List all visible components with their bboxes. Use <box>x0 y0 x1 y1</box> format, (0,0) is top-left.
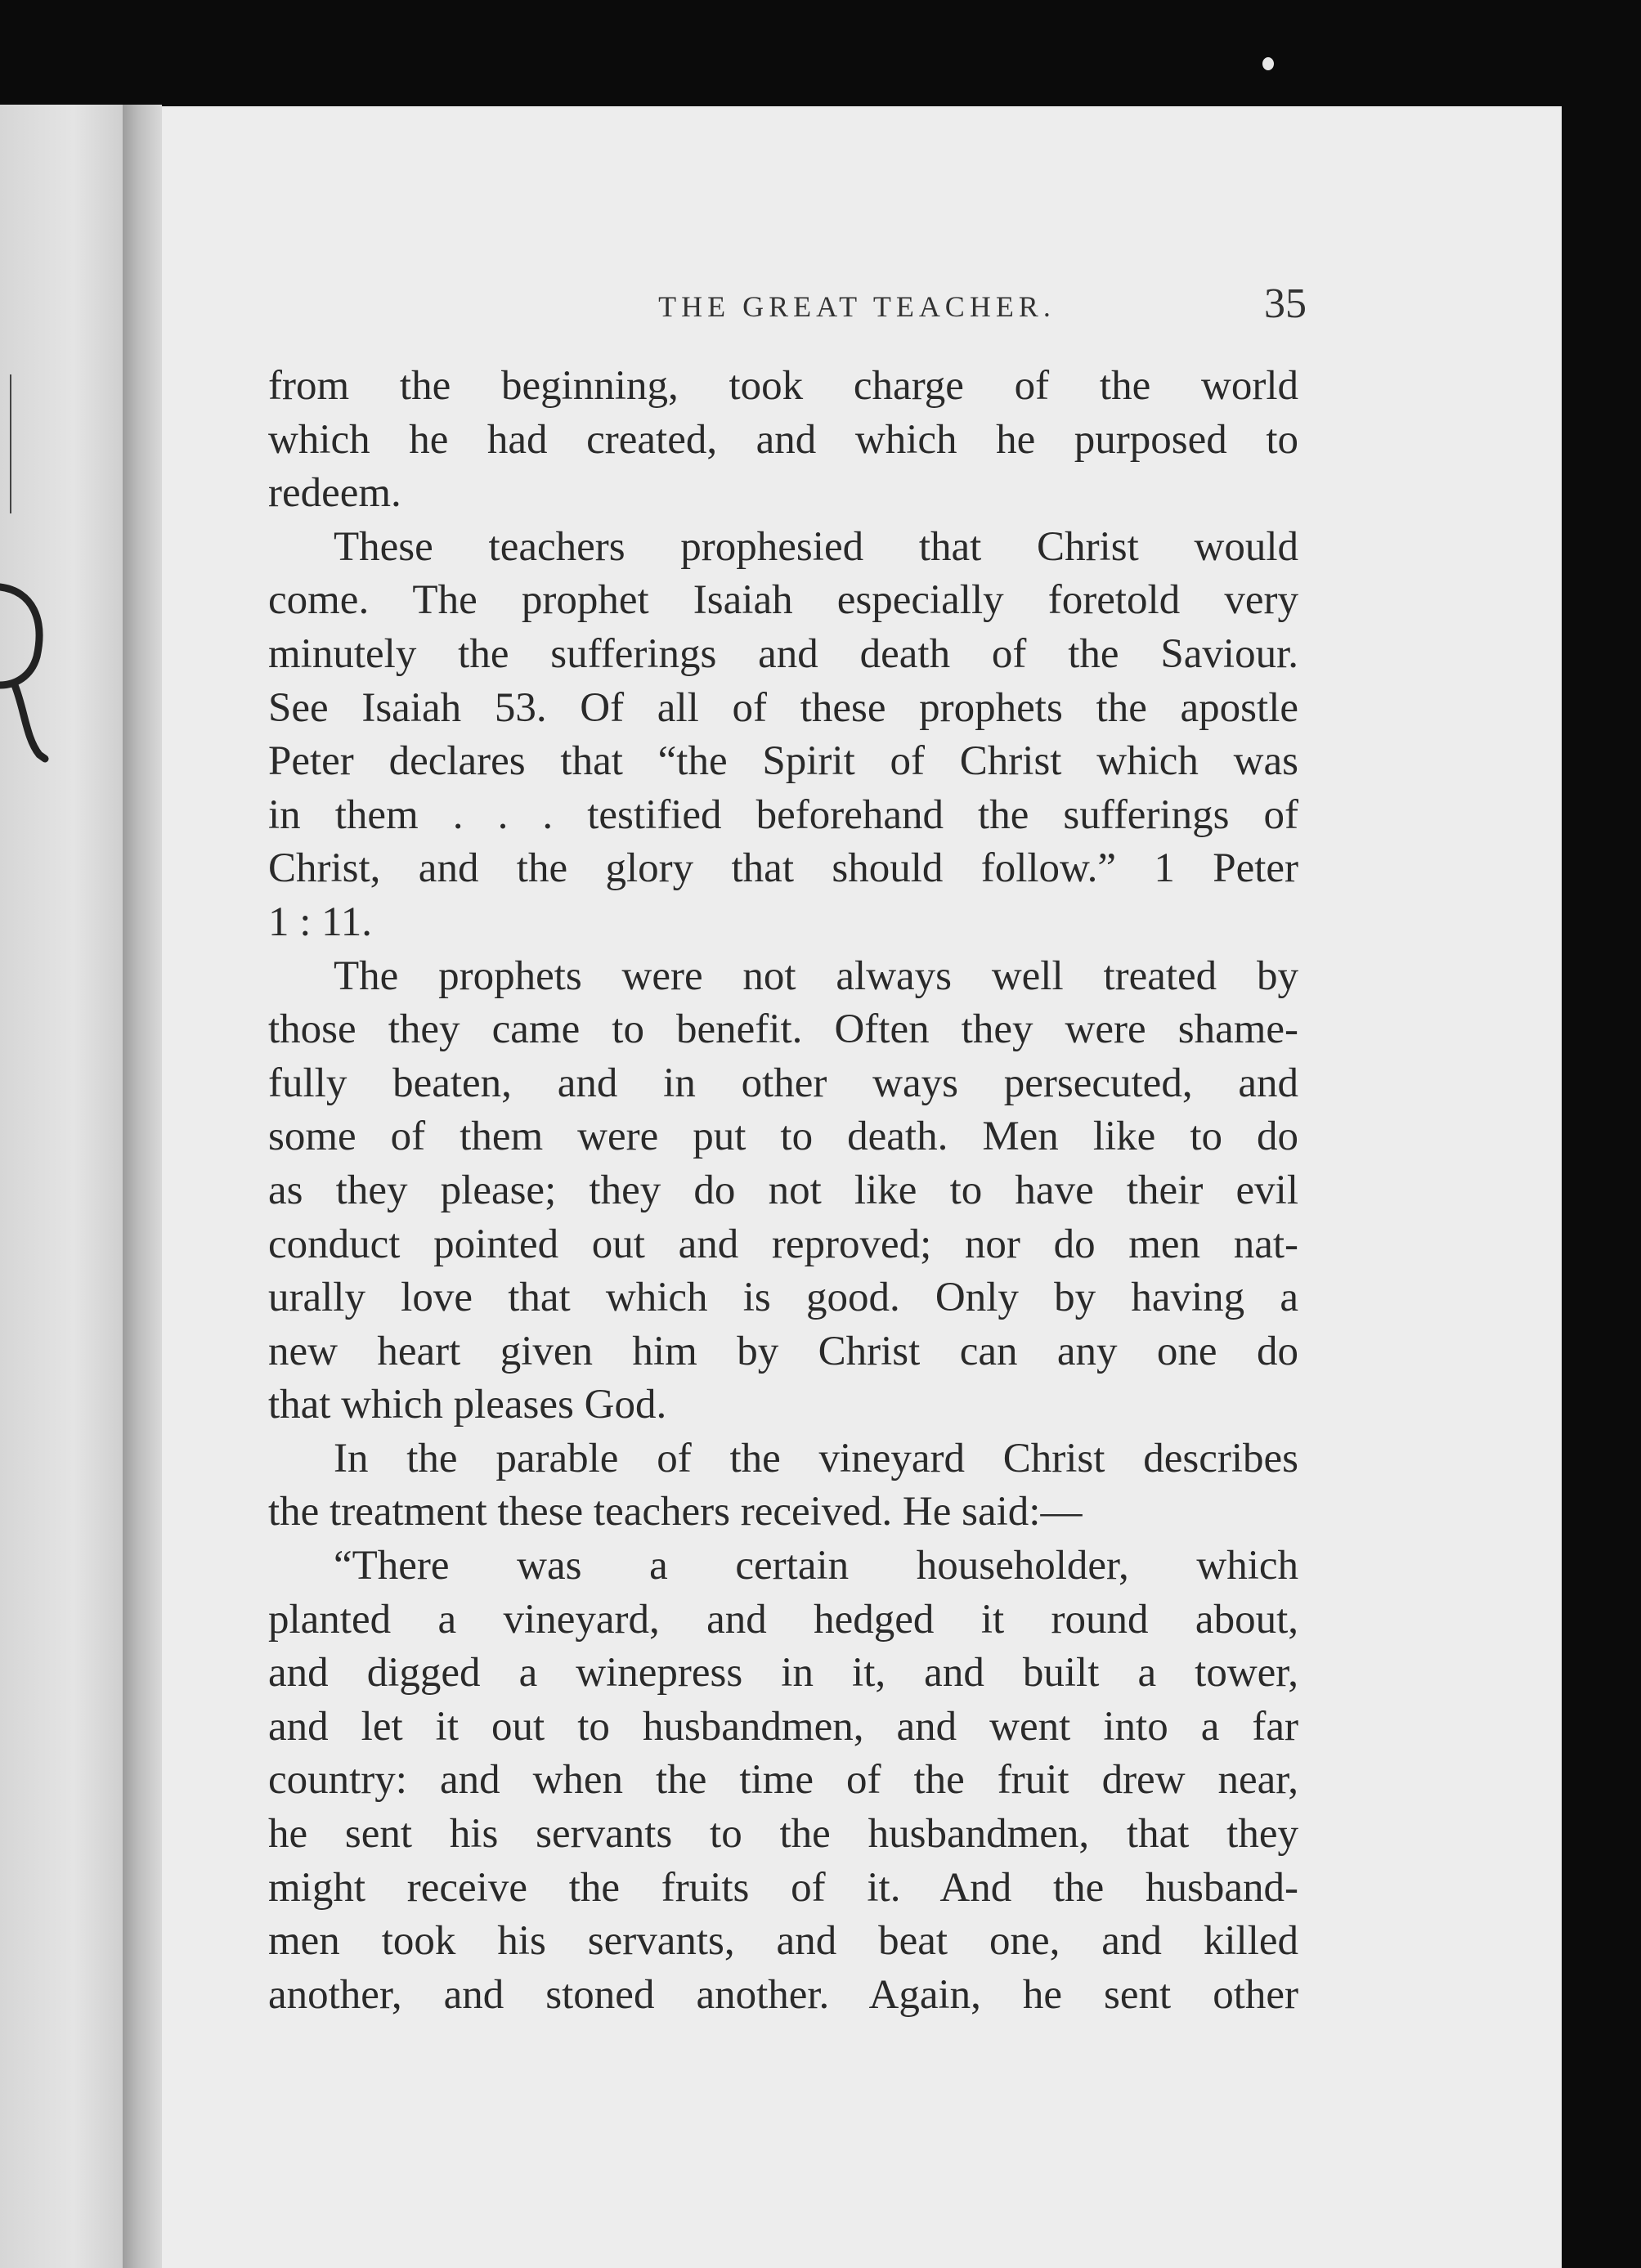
facing-page-rule <box>10 374 11 513</box>
text-line: and digged a winepress in it, and built a tower, <box>268 1650 1298 1697</box>
paragraph <box>268 1432 1298 1540</box>
text-line: come. The prophet Isaiah especially foretold very <box>268 577 1298 624</box>
scan-background-right <box>1562 106 1641 2268</box>
text-line: Christ, and the glory that should follow.” 1 Peter <box>268 845 1298 892</box>
text-line: minutely the sufferings and death of the Saviour. <box>268 630 1298 677</box>
text-line: those they came to benefit. Often they were shame- <box>268 1006 1298 1053</box>
text-line: These teachers prophesied that Christ would <box>334 523 1298 570</box>
scan-speck <box>1262 57 1274 70</box>
text-line: Peter declares that “the Spirit of Christ which was <box>268 738 1298 785</box>
text-line: urally love that which is good. Only by having a <box>268 1275 1298 1321</box>
text-line: another, and stoned another. Again, he sent other <box>268 1971 1298 2018</box>
text-line: the treatment these teachers received. He said:— <box>268 1489 1083 1535</box>
text-line: See Isaiah 53. Of all of these prophets the apostle <box>268 684 1298 731</box>
text-line: which he had created, and which he purposed to <box>268 416 1298 463</box>
text-line: In the parable of the vineyard Christ describes <box>334 1435 1298 1481</box>
text-line: he sent his servants to the husbandmen, that they <box>268 1811 1298 1858</box>
facing-page-letter-fragment <box>0 571 49 767</box>
paragraph <box>268 521 1298 950</box>
text-line: and let it out to husbandmen, and went into a far <box>268 1703 1298 1750</box>
paragraph <box>268 1540 1298 2022</box>
text-line: fully beaten, and in other ways persecuted, and <box>268 1060 1298 1106</box>
text-line: “There was a certain householder, which <box>334 1543 1298 1589</box>
text-line: conduct pointed out and reproved; nor do men nat- <box>268 1221 1298 1267</box>
text-line: men took his servants, and beat one, and killed <box>268 1918 1298 1965</box>
body-text <box>268 360 1298 2022</box>
text-line: new heart given him by Christ can any one do <box>268 1328 1298 1374</box>
text-line: some of them were put to death. Men like to do <box>268 1114 1298 1160</box>
text-line: that which pleases God. <box>268 1382 667 1428</box>
text-line: planted a vineyard, and hedged it round about, <box>268 1596 1298 1643</box>
text-line: from the beginning, took charge of the world <box>268 363 1298 409</box>
text-line: country: and when the time of the fruit drew near, <box>268 1757 1298 1804</box>
running-head: THE GREAT TEACHER. <box>658 290 1056 323</box>
text-line: as they please; they do not like to have their evil <box>268 1167 1298 1213</box>
book-gutter <box>123 105 162 2268</box>
page-number: 35 <box>1264 280 1307 327</box>
book-page <box>162 106 1562 2268</box>
text-line: 1 : 11. <box>268 899 373 945</box>
facing-page-edge <box>0 105 123 2268</box>
paragraph <box>268 950 1298 1432</box>
paragraph <box>268 360 1298 521</box>
text-line: might receive the fruits of it. And the husband- <box>268 1864 1298 1911</box>
text-line: redeem. <box>268 470 401 517</box>
text-line: in them . . . testified beforehand the sufferings of <box>268 791 1298 838</box>
text-line: The prophets were not always well treated by <box>334 952 1298 999</box>
